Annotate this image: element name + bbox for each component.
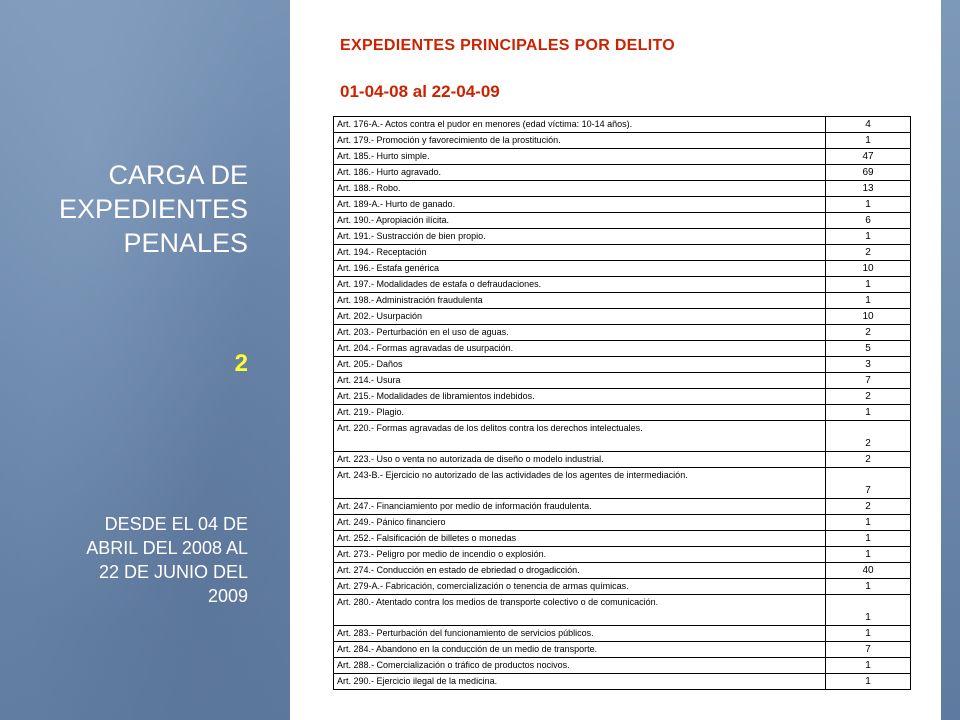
crime-count-cell: 1	[826, 674, 911, 690]
crime-count-cell: 2	[826, 499, 911, 515]
sidebar-panel	[0, 0, 290, 720]
table-row	[334, 499, 911, 515]
table-row	[334, 325, 911, 341]
table-row	[334, 468, 911, 499]
table-row	[334, 357, 911, 373]
crime-label-cell: Art. 188.- Robo.	[334, 181, 826, 197]
crime-label-cell: Art. 190.- Apropiación ilícita.	[334, 213, 826, 229]
table-row	[334, 117, 911, 133]
crime-label-cell: Art. 223.- Uso o venta no autorizada de diseño o modelo industrial.	[334, 452, 826, 468]
table-row	[334, 165, 911, 181]
crime-label-cell: Art. 252.- Falsificación de billetes o monedas	[334, 531, 826, 547]
crime-label-cell: Art. 205.- Daños	[334, 357, 826, 373]
crime-count-cell: 1	[826, 626, 911, 642]
crime-count-cell: 69	[826, 165, 911, 181]
table-row	[334, 373, 911, 389]
table-period: 01-04-08 al 22-04-09	[340, 82, 500, 101]
crime-count-cell: 1	[826, 277, 911, 293]
crime-count-cell: 1	[826, 229, 911, 245]
crime-label-cell: Art. 279-A.- Fabricación, comercialización o tenencia de armas químicas.	[334, 579, 826, 595]
crime-count-cell: 40	[826, 563, 911, 579]
crime-label-cell: Art. 243-B.- Ejercicio no autorizado de las actividades de los agentes de intermediación.	[334, 468, 826, 499]
crime-label-cell: Art. 204.- Formas agravadas de usurpación.	[334, 341, 826, 357]
crime-label-cell: Art. 215.- Modalidades de libramientos indebidos.	[334, 389, 826, 405]
crime-label-cell: Art. 290.- Ejercicio ilegal de la medicina.	[334, 674, 826, 690]
crime-label-cell: Art. 176-A.- Actos contra el pudor en menores (edad víctima: 10-14 años).	[334, 117, 826, 133]
crimes-table-body	[334, 117, 911, 690]
crime-label-cell: Art. 284.- Abandono en la conducción de un medio de transporte.	[334, 642, 826, 658]
crime-count-cell: 2	[826, 421, 911, 452]
crime-count-cell: 6	[826, 213, 911, 229]
table-row	[334, 674, 911, 690]
table-row	[334, 405, 911, 421]
crime-label-cell: Art. 194.- Receptación	[334, 245, 826, 261]
crime-label-cell: Art. 219.- Plagio.	[334, 405, 826, 421]
crime-label-cell: Art. 196.- Estafa genérica	[334, 261, 826, 277]
crime-count-cell: 1	[826, 515, 911, 531]
crime-count-cell: 1	[826, 133, 911, 149]
crime-label-cell: Art. 186.- Hurto agravado.	[334, 165, 826, 181]
slide-title: CARGA DE EXPEDIENTES PENALES	[58, 160, 248, 258]
crime-label-cell: Art. 220.- Formas agravadas de los delitos contra los derechos intelectuales.	[334, 421, 826, 452]
crime-count-cell: 1	[826, 547, 911, 563]
crime-count-cell: 3	[826, 357, 911, 373]
table-row	[334, 261, 911, 277]
crime-count-cell: 1	[826, 293, 911, 309]
crime-count-cell: 4	[826, 117, 911, 133]
crime-label-cell: Art. 214.- Usura	[334, 373, 826, 389]
crime-label-cell: Art. 203.- Perturbación en el uso de aguas.	[334, 325, 826, 341]
crime-label-cell: Art. 202.- Usurpación	[334, 309, 826, 325]
table-row	[334, 245, 911, 261]
table-row	[334, 452, 911, 468]
crime-count-cell: 5	[826, 341, 911, 357]
crime-count-cell: 2	[826, 452, 911, 468]
crime-label-cell: Art. 249.- Pánico financiero	[334, 515, 826, 531]
crime-label-cell: Art. 280.- Atentado contra los medios de transporte colectivo o de comunicación.	[334, 595, 826, 626]
crime-count-cell: 2	[826, 245, 911, 261]
table-row	[334, 213, 911, 229]
crime-label-cell: Art. 197.- Modalidades de estafa o defraudaciones.	[334, 277, 826, 293]
crime-count-cell: 10	[826, 261, 911, 277]
crime-count-cell: 2	[826, 389, 911, 405]
table-row	[334, 133, 911, 149]
table-row	[334, 149, 911, 165]
table-row	[334, 197, 911, 213]
table-row	[334, 515, 911, 531]
crimes-table	[333, 116, 911, 690]
crime-count-cell: 1	[826, 531, 911, 547]
table-heading: EXPEDIENTES PRINCIPALES POR DELITO	[340, 37, 675, 54]
table-row	[334, 421, 911, 452]
table-row	[334, 341, 911, 357]
crime-label-cell: Art. 191.- Sustracción de bien propio.	[334, 229, 826, 245]
crime-label-cell: Art. 274.- Conducción en estado de ebriedad o drogadicción.	[334, 563, 826, 579]
crime-count-cell: 7	[826, 642, 911, 658]
slide-number: 2	[234, 350, 248, 377]
table-row	[334, 389, 911, 405]
crime-count-cell: 7	[826, 468, 911, 499]
crime-count-cell: 2	[826, 325, 911, 341]
table-row	[334, 547, 911, 563]
right-border-strip	[941, 0, 960, 720]
crime-count-cell: 1	[826, 405, 911, 421]
crime-label-cell: Art. 179.- Promoción y favorecimiento de la prostitución.	[334, 133, 826, 149]
table-row	[334, 277, 911, 293]
table-row	[334, 181, 911, 197]
table-row	[334, 595, 911, 626]
table-row	[334, 229, 911, 245]
crime-label-cell: Art. 198.- Administración fraudulenta	[334, 293, 826, 309]
table-row	[334, 626, 911, 642]
table-row	[334, 531, 911, 547]
table-row	[334, 309, 911, 325]
crime-label-cell: Art. 247.- Financiamiento por medio de información fraudulenta.	[334, 499, 826, 515]
crime-count-cell: 1	[826, 658, 911, 674]
crime-label-cell: Art. 185.- Hurto simple.	[334, 149, 826, 165]
crime-count-cell: 1	[826, 579, 911, 595]
table-row	[334, 579, 911, 595]
crime-label-cell: Art. 283.- Perturbación del funcionamiento de servicios públicos.	[334, 626, 826, 642]
crime-count-cell: 10	[826, 309, 911, 325]
table-row	[334, 293, 911, 309]
crime-count-cell: 13	[826, 181, 911, 197]
crime-label-cell: Art. 288.- Comercialización o tráfico de productos nocivos.	[334, 658, 826, 674]
date-range-text: DESDE EL 04 DE ABRIL DEL 2008 AL 22 DE JUNIO DEL 2009	[86, 514, 248, 606]
crime-label-cell: Art. 189-A.- Hurto de ganado.	[334, 197, 826, 213]
crime-count-cell: 1	[826, 595, 911, 626]
crime-count-cell: 47	[826, 149, 911, 165]
table-row	[334, 658, 911, 674]
crime-count-cell: 1	[826, 197, 911, 213]
table-row	[334, 642, 911, 658]
crime-count-cell: 7	[826, 373, 911, 389]
crime-label-cell: Art. 273.- Peligro por medio de incendio o explosión.	[334, 547, 826, 563]
table-row	[334, 563, 911, 579]
